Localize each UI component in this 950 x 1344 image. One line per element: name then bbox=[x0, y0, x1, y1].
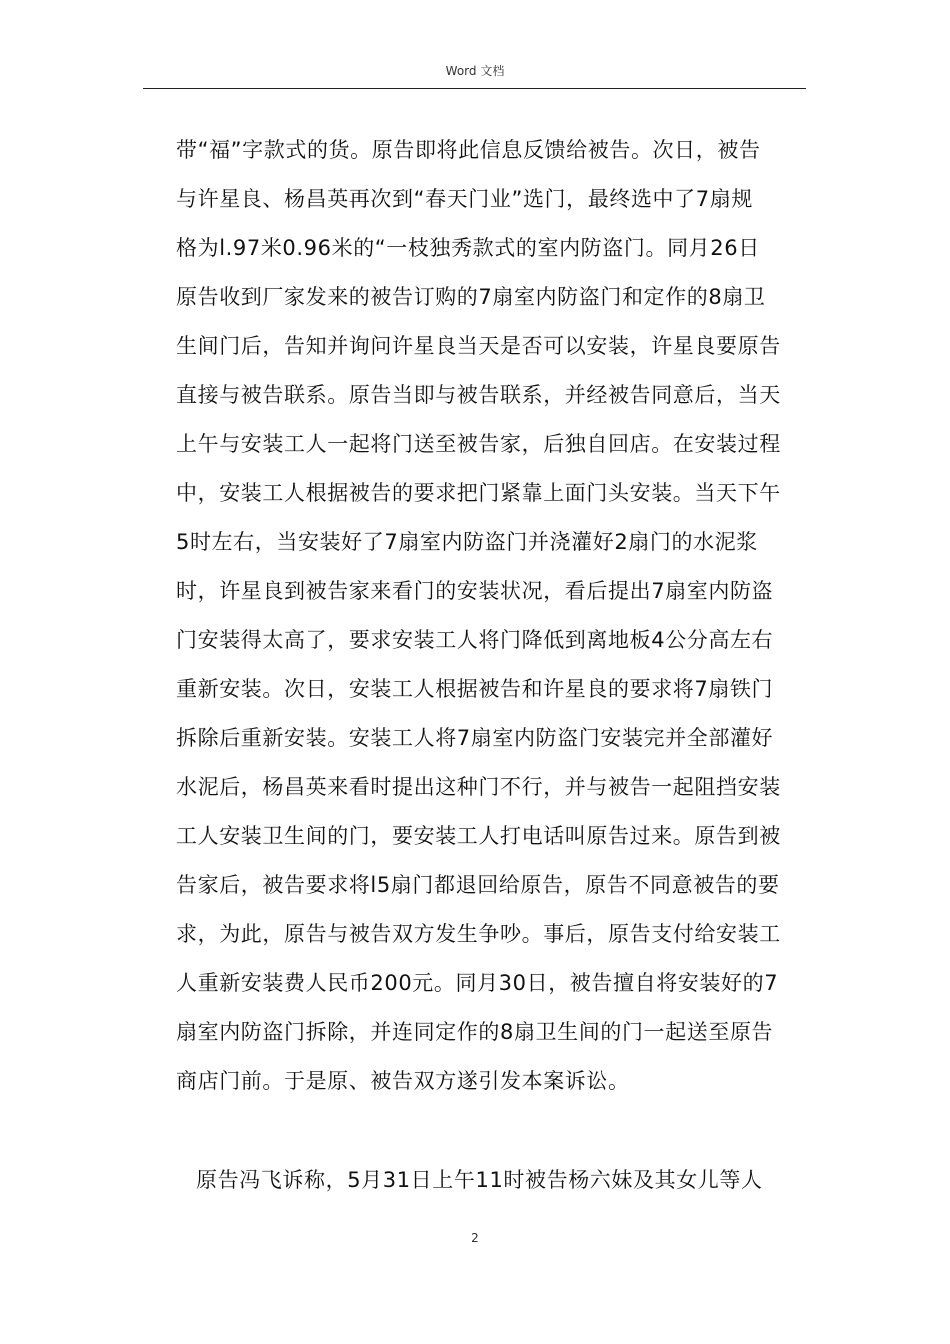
text-line: 商店门前。于是原、被告双方遂引发本案诉讼。 bbox=[176, 1069, 630, 1093]
paragraph-gap bbox=[176, 1106, 808, 1156]
text-line: 人重新安装费人民币200元。同月30日，被告擅自将安装好的7 bbox=[176, 971, 779, 995]
text-line: 中，安装工人根据被告的要求把门紧靠上面门头安装。当天下午 bbox=[176, 481, 781, 505]
text-line: 水泥后，杨昌英来看时提出这种门不行，并与被告一起阻挡安装 bbox=[176, 775, 781, 799]
text-line: 上午与安装工人一起将门送至被告家，后独自回店。在安装过程 bbox=[176, 432, 781, 456]
text-line: 重新安装。次日，安装工人根据被告和许星良的要求将7扇铁门 bbox=[176, 677, 774, 701]
text-line: 原告收到厂家发来的被告订购的7扇室内防盗门和定作的8扇卫 bbox=[176, 285, 766, 309]
text-line: 时，许星良到被告家来看门的安装状况，看后提出7扇室内防盗 bbox=[176, 579, 774, 603]
text-line: 拆除后重新安装。安装工人将7扇室内防盗门安装完并全部灌好 bbox=[176, 726, 774, 750]
text-line: 带“福”字款式的货。原告即将此信息反馈给被告。次日，被告 bbox=[176, 138, 761, 162]
text-line: 告家后，被告要求将l5扇门都退回给原告，原告不同意被告的要 bbox=[176, 873, 780, 897]
document-body bbox=[176, 126, 808, 1205]
header-divider bbox=[143, 88, 806, 89]
text-line: 生间门后，告知并询问许星良当天是否可以安装，许星良要原告 bbox=[176, 334, 781, 358]
paragraph-start-line: 原告冯飞诉称，5月31日上午11时被告杨六妹及其女儿等人 bbox=[196, 1168, 763, 1192]
page-number: 2 bbox=[471, 1231, 479, 1245]
text-line: 5时左右，当安装好了7扇室内防盗门并浇灌好2扇门的水泥浆 bbox=[176, 530, 758, 554]
text-line: 门安装得太高了，要求安装工人将门降低到离地板4公分高左右 bbox=[176, 628, 774, 652]
text-line: 求，为此，原告与被告双方发生争吵。事后，原告支付给安装工 bbox=[176, 922, 781, 946]
text-line: 直接与被告联系。原告当即与被告联系，并经被告同意后，当天 bbox=[176, 383, 781, 407]
page-header: Word 文档 bbox=[445, 64, 505, 78]
text-line: 与许星良、杨昌英再次到“春天门业”选门，最终选中了7扇规 bbox=[176, 187, 753, 211]
text-line: 扇室内防盗门拆除，并连同定作的8扇卫生间的门一起送至原告 bbox=[176, 1020, 774, 1044]
text-line: 格为l.97米0.96米的“一枝独秀款式的室内防盗门。同月26日 bbox=[176, 236, 760, 260]
text-line: 工人安装卫生间的门，要安装工人打电话叫原告过来。原告到被 bbox=[176, 824, 781, 848]
